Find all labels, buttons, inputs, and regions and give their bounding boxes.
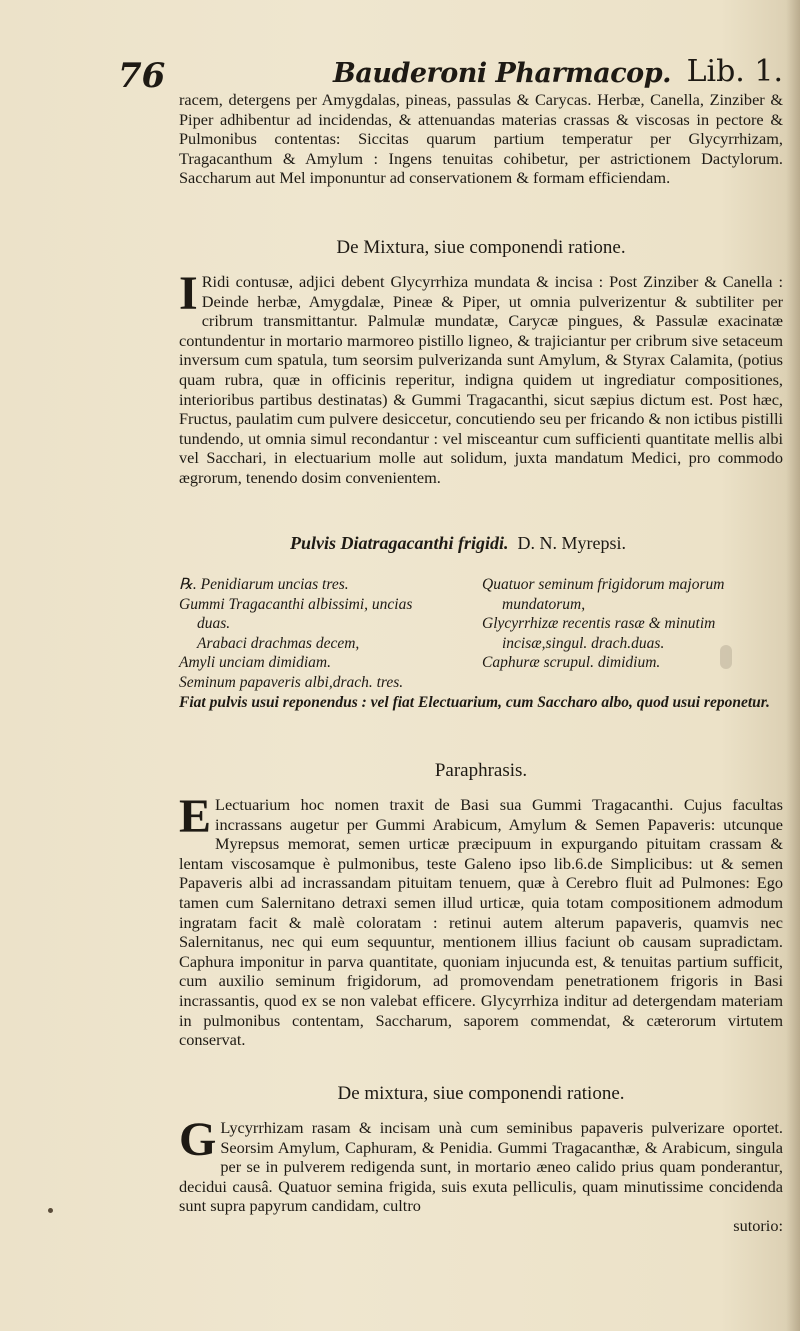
section-heading-mixtura: De Mixtura, siue componendi ratione. (336, 237, 626, 258)
ingredient-line: incisæ,singul. drach.duas. (502, 634, 665, 652)
intro-paragraph: racem, detergens per Amygdalas, pineas, passulas & Carycas. Herbæ, Canella, Zinziber & Piper adhibentur ad incidendas, & attenuandas materias crassas & viscosas in pectore & Pulmonibus contentas: Siccitas quarum partium temperatur per Glycyrrhizam, Tragacanthum & Amylum : Ingens tenuitas cohibetur, per astrictionem Dactylorum. Saccharum aut Mel imponuntur ad conservationem & formam efficiendam. (179, 90, 783, 188)
section-heading-paraphrasis: Paraphrasis. (434, 760, 528, 781)
ingredient-line: Amyli unciam dimidiam. (179, 654, 331, 672)
mixtura-2-text: Lycyrrhizam rasam & incisam unà cum seminibus papaveris pulverizare oportet. Seorsim Amylum, Caphuram, & Penidia. Gummi Tragacanthæ, & Arabicum, singula per se in pulverem redigenda sunt, in mortario æneo calido prius quam ponderantur, decidui causâ. Quatuor semina frigida, suis exuta pelliculis, quam minutissime concidenda sunt supra papyrum candidam, cultro (179, 1118, 783, 1216)
book-number: Lib. 1. (686, 54, 783, 89)
page-number: 76 (118, 56, 166, 96)
ingredient-line: Caphuræ scrupul. dimidium. (482, 654, 661, 672)
drop-cap: I (179, 267, 198, 320)
mixtura-text: Ridi contusæ, adjici debent Glycyrrhiza mundata & incisa : Post Zinziber & Canella : Deinde herbæ, Amygdalæ, Pineæ & Piper, ut omnia pulverizentur & subtiliter per cribrum transmittantur. Palmulæ mundatæ, Carycæ pingues, & Passulæ exacinatæ contundentur in mortario marmoreo pistillo ligneo, & trajiciantur per cribrum sive setaceum inversum cum spatula, tum seorsim pulverizanda sunt Amylum, & Styrax Calamita, (potius quam rubra, quæ in officinis reperitur, indigna quidem ut ingrediatur compositiones, interioribus partibus destinatas) & Gummi Tragacanthi, sicut sæpius dictum est. Post hæc, Fructus, paulatim cum pulvere desiccetur, concutiendo seu per fricando & non ictibus pistilli tundendo, ut omnia simul recondantur : vel misceantur cum sufficienti quantitate mellis albi vel Sacchari, in electuarium molle aut solidum, juxta mandatum Medici, pro commodo ægrorum, tenendo dosim convenientem. (179, 272, 783, 487)
ingredient-line: Quatuor seminum frigidorum majorum (482, 576, 725, 593)
ingredient-line: duas. (197, 615, 231, 633)
paraphrasis-paragraph (179, 790, 783, 1050)
running-title: Bauderoni Pharmacop. (333, 58, 671, 89)
ingredient-line: Arabaci drachmas decem, (197, 634, 360, 652)
ingredient-line: Glycyrrhizæ recentis rasæ & minutim (482, 615, 716, 633)
recipe-title-main: Pulvis Diatragacanthi frigidi. (290, 533, 509, 553)
ingredient-line: Gummi Tragacanthi albissimi, uncias (179, 595, 413, 613)
paraphrasis-text: Lectuarium hoc nomen traxit de Basi sua Gummi Tragacanthi. Cujus facultas incrassans augetur per Gummi Arabicum, Amylum & Semen Papaveris: utcunque Myrepsus memorat, semen urticæ præcipuum in expurgando pituitam crassam & lentam viscosamque è pulmonibus, teste Galeno ipso lib.6.de Simplicibus: ut & semen Papaveris albi ad incrassandam pituitam tenuem, quæ à Cerebro fluit ad Pulmones: Ego tamen cum Salernitano detraxi semen illud urticæ, quia totam compositionem admodum ingratam facit & malè coloratam : retinui autem alterum papaveris, quamvis nec Salernitanus, nec qui eum sequuntur, mentionem illius faciunt ob causam supradictam. Caphura imponitur in parva quantitate, quoniam injucunda est, & tenuitas partium sufficit, cum auxilio seminum frigidorum, ad promovendam penetrationem frigoris in Basi incrassantis, quod ex se non valebat efficere. Glycyrrhiza inditur ad detergendam materiam in pulmonibus contentam, Saccharum, saporem commendat, & cæterorum virtutem conservat. (179, 795, 783, 1050)
page-edge-shadow (786, 0, 800, 1331)
recipe-author: D. N. Myrepsi. (517, 533, 627, 553)
mixtura-2-paragraph (179, 1113, 783, 1236)
section-heading-mixtura-2: De mixtura, siue componendi ratione. (337, 1083, 625, 1104)
drop-cap: E (179, 790, 212, 843)
ink-smudge (720, 645, 732, 669)
drop-cap: G (179, 1113, 217, 1166)
ingredient-line: Seminum papaveris albi,drach. tres. (179, 673, 404, 691)
ink-spot (48, 1208, 53, 1213)
ingredient-line: mundatorum, (502, 595, 586, 613)
ingredients-left-column (179, 575, 479, 693)
ingredient-line: ℞. Penidiarum uncias tres. (179, 576, 349, 593)
mixtura-paragraph (179, 267, 783, 488)
ingredients-right-column (482, 575, 782, 673)
catchword: sutorio: (733, 1215, 783, 1235)
recipe-title (290, 533, 626, 554)
recipe-instruction: Fiat pulvis usui reponendus : vel fiat Electuarium, cum Saccharo albo, quod usui reponetur. (179, 694, 770, 711)
